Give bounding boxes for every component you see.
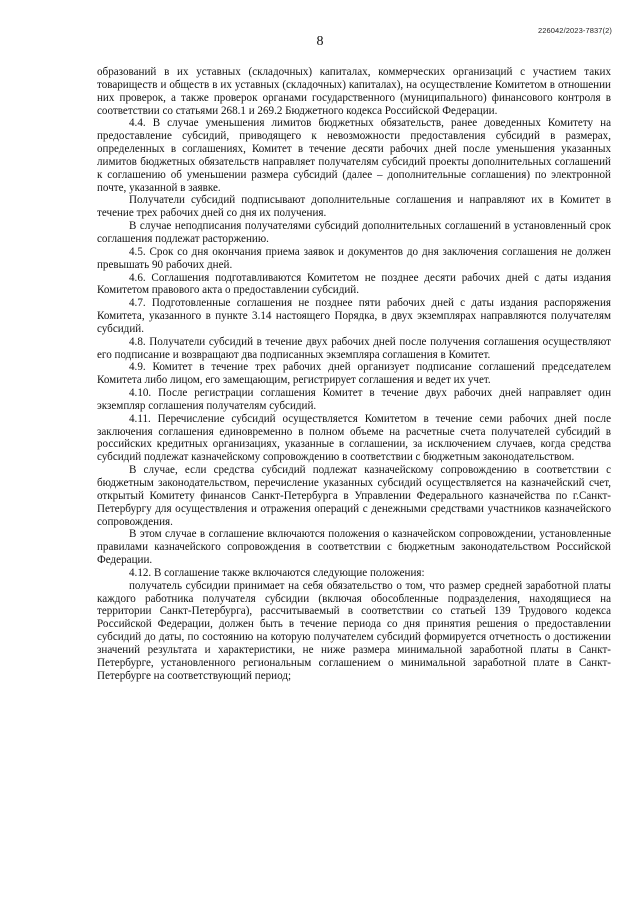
paragraph-4-12-salary: получатель субсидии принимает на себя обязательство о том, что размер средней заработной платы каждого работника получателя субсидии (включая обособленные подразделения, находящиеся на территории Санкт-Петербурга), рассчитываемый в соответствии со статьей 139 Трудового кодекса Российской Федерации, должен быть в течение периода со дня принятия решения о предоставлении субсидий до даты, по состоянию на которую получателем субсидий формируется отчетность о достижении значений результата и характеристики, не ниже размера минимальной заработной платы в Санкт-Петербурге, установленного региональным соглашением о минимальной заработной плате в Санкт-Петербурге на соответствующий период; xyxy=(97,579,611,682)
paragraph-4-5: 4.5. Срок со дня окончания приема заявок и документов до дня заключения соглашения не должен превышать 90 рабочих дней. xyxy=(97,245,611,271)
paragraph-4-4-signing: Получатели субсидий подписывают дополнительные соглашения и направляют их в Комитет в течение трех рабочих дней со дня их получения. xyxy=(97,194,611,220)
paragraph-4-4: 4.4. В случае уменьшения лимитов бюджетных обязательств, ранее доведенных Комитету на предоставление субсидий, приводящего к невозможности предоставления субсидий в размерах, определенных в соглашениях, Комитет в течение десяти рабочих дней после уменьшения указанных лимитов бюджетных обязательств направляет получателям субсидий проекты дополнительных соглашений к соглашению об уменьшении размера субсидий (далее – дополнительные соглашения) по электронной почте, указанной в заявке. xyxy=(97,117,611,194)
page-number: 8 xyxy=(316,34,324,49)
paragraph-4-11: 4.11. Перечисление субсидий осуществляется Комитетом в течение семи рабочих дней после заключения соглашения единовременно в полном объеме на расчетные счета получателей субсидий в российских кредитных организациях, указанные в соглашении, за исключением случаев, когда средства субсидий подлежат казначейскому сопровождению в соответствии с бюджетным законодательством. xyxy=(97,412,611,464)
paragraph-4-12: 4.12. В соглашение также включаются следующие положения: xyxy=(129,566,425,579)
paragraph-4-6: 4.6. Соглашения подготавливаются Комитетом не позднее десяти рабочих дней с даты издания Комитетом правового акта о предоставлении субсидий. xyxy=(97,271,611,297)
document-registration-number: 226042/2023-7837(2) xyxy=(537,26,612,35)
paragraph-4-11-treasury: В случае, если средства субсидий подлежат казначейскому сопровождению в соответствии с бюджетным законодательством, перечисление указанных субсидий осуществляется на казначейский счет, открытый Комитету финансов Санкт-Петербурга в Управлении Федерального казначейства по г.Санкт-Петербургу для осуществления и отражения операций с денежными средствами участников казначейского сопровождения. xyxy=(97,464,611,528)
document-body xyxy=(97,66,611,683)
paragraph-4-8: 4.8. Получатели субсидий в течение двух рабочих дней после получения соглашения осуществляют его подписание и возвращают два подписанных экземпляра соглашения в Комитет. xyxy=(97,335,611,361)
paragraph-4-9: 4.9. Комитет в течение трех рабочих дней организует подписание соглашений председателем Комитета либо лицом, его замещающим, регистрирует соглашения и ведет их учет. xyxy=(97,361,611,387)
paragraph-4-7: 4.7. Подготовленные соглашения не позднее пяти рабочих дней с даты издания распоряжения Комитета, указанного в пункте 3.14 настоящего Порядка, в двух экземплярах направляются получателям субсидий. xyxy=(97,297,611,335)
paragraph-continuation: образований в их уставных (складочных) капиталах, коммерческих организаций с участием таких товариществ и обществ в их уставных (складочных) капиталах), на осуществление Комитетом в отношении них проверок, а также проверок органами государственного (муниципального) финансового контроля в соответствии со статьями 268.1 и 269.2 Бюджетного кодекса Российской Федерации. xyxy=(97,66,611,117)
paragraph-4-4-termination: В случае неподписания получателями субсидий дополнительных соглашений в установленный срок соглашения подлежат расторжению. xyxy=(97,220,611,245)
paragraph-4-11-provisions: В этом случае в соглашение включаются положения о казначейском сопровождении, установленные правилами казначейского сопровождения в соответствии с бюджетным законодательством Российской Федерации. xyxy=(97,528,611,567)
paragraph-4-10: 4.10. После регистрации соглашения Комитет в течение двух рабочих дней направляет один экземпляр соглашения получателям субсидий. xyxy=(97,387,611,412)
